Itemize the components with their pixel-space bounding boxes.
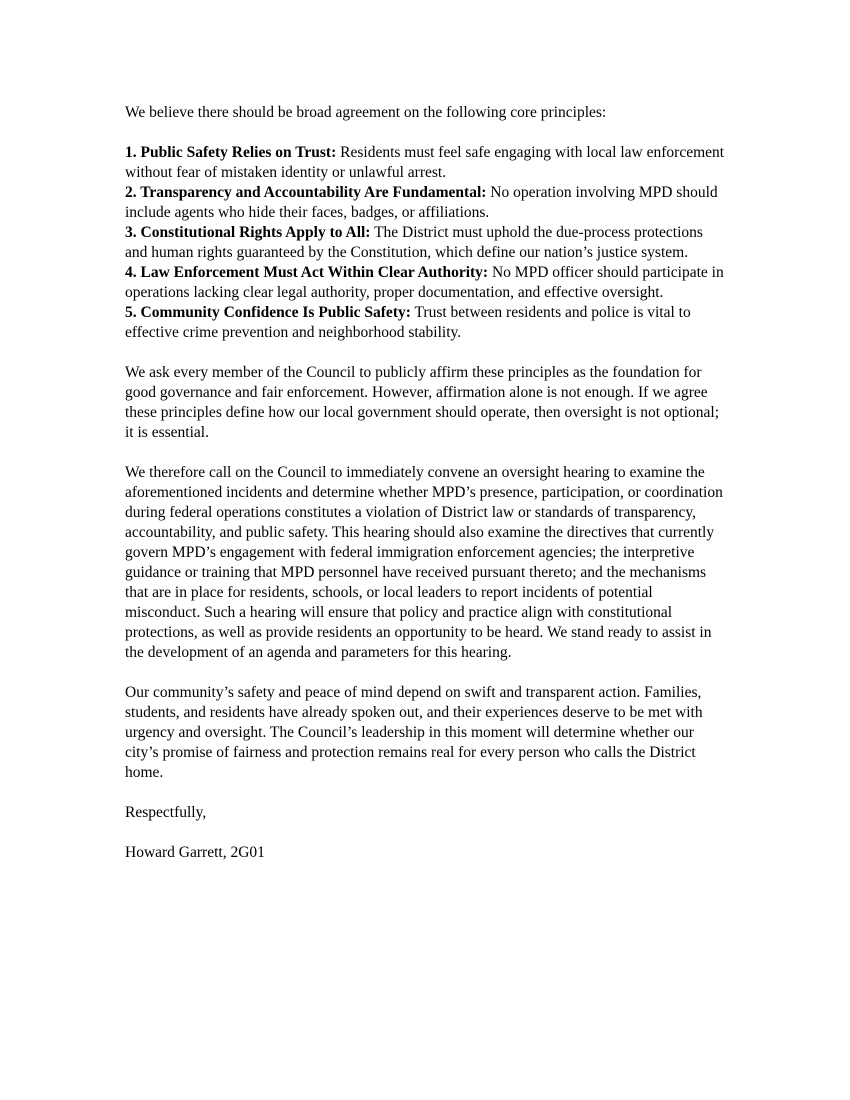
body-paragraph-hearing: We therefore call on the Council to immediately convene an oversight hearing to examine the aforementioned incidents and determine whether MPD’s presence, participation, or coordination during federal operations constitutes a violation of District law or standards of transparency, accountability, and public safety. This hearing should also examine the directives that currently govern MPD’s engagement with federal immigration enforcement agencies; the interpretive guidance or training that MPD personnel have received pursuant thereto; and the mechanisms that are in place for residents, schools, or local leaders to report incidents of potential misconduct. Such a hearing will ensure that policy and practice align with constitutional protections, as well as provide residents an opportunity to be heard. We stand ready to assist in the development of an agenda and parameters for this hearing. [125, 464, 723, 661]
signature-block [125, 803, 727, 863]
principle-label: 2. Transparency and Accountability Are Fundamental: [125, 184, 487, 201]
principle-label: 5. Community Confidence Is Public Safety: [125, 304, 411, 321]
signature-line: Howard Garrett, 2G01 [125, 844, 265, 861]
principle-text: Trust between residents and police is vital to effective crime prevention and neighborhood stability. [125, 304, 691, 341]
principle-text: No operation involving MPD should include agents who hide their faces, badges, or affiliations. [125, 184, 718, 221]
principle-item [125, 223, 727, 263]
letter-page [125, 103, 727, 883]
intro-paragraph: We believe there should be broad agreement on the following core principles: [125, 104, 607, 121]
principle-item [125, 263, 727, 303]
body-paragraph-affirm: We ask every member of the Council to publicly affirm these principles as the foundation for good governance and fair enforcement. However, affirmation alone is not enough. If we agree these principles define how our local government should operate, then oversight is not optional; it is essential. [125, 364, 720, 441]
principle-item [125, 183, 727, 223]
closing-line: Respectfully, [125, 804, 207, 821]
principle-label: 4. Law Enforcement Must Act Within Clear Authority: [125, 264, 489, 281]
principle-text: The District must uphold the due-process protections and human rights guaranteed by the Constitution, which define our nation’s justice system. [125, 224, 703, 261]
principle-item [125, 303, 727, 343]
body-paragraph-community: Our community’s safety and peace of mind depend on swift and transparent action. Families, students, and residents have already spoken out, and their experiences deserve to be met with urgency and oversight. The Council’s leadership in this moment will determine whether our city’s promise of fairness and protection remains real for every person who calls the District home. [125, 684, 703, 781]
principle-label: 3. Constitutional Rights Apply to All: [125, 224, 371, 241]
principles-list [125, 143, 727, 343]
principle-item [125, 143, 727, 183]
principle-text: No MPD officer should participate in operations lacking clear legal authority, proper documentation, and effective oversight. [125, 264, 724, 301]
principle-text: Residents must feel safe engaging with local law enforcement without fear of mistaken identity or unlawful arrest. [125, 144, 725, 181]
principle-label: 1. Public Safety Relies on Trust: [125, 144, 337, 161]
